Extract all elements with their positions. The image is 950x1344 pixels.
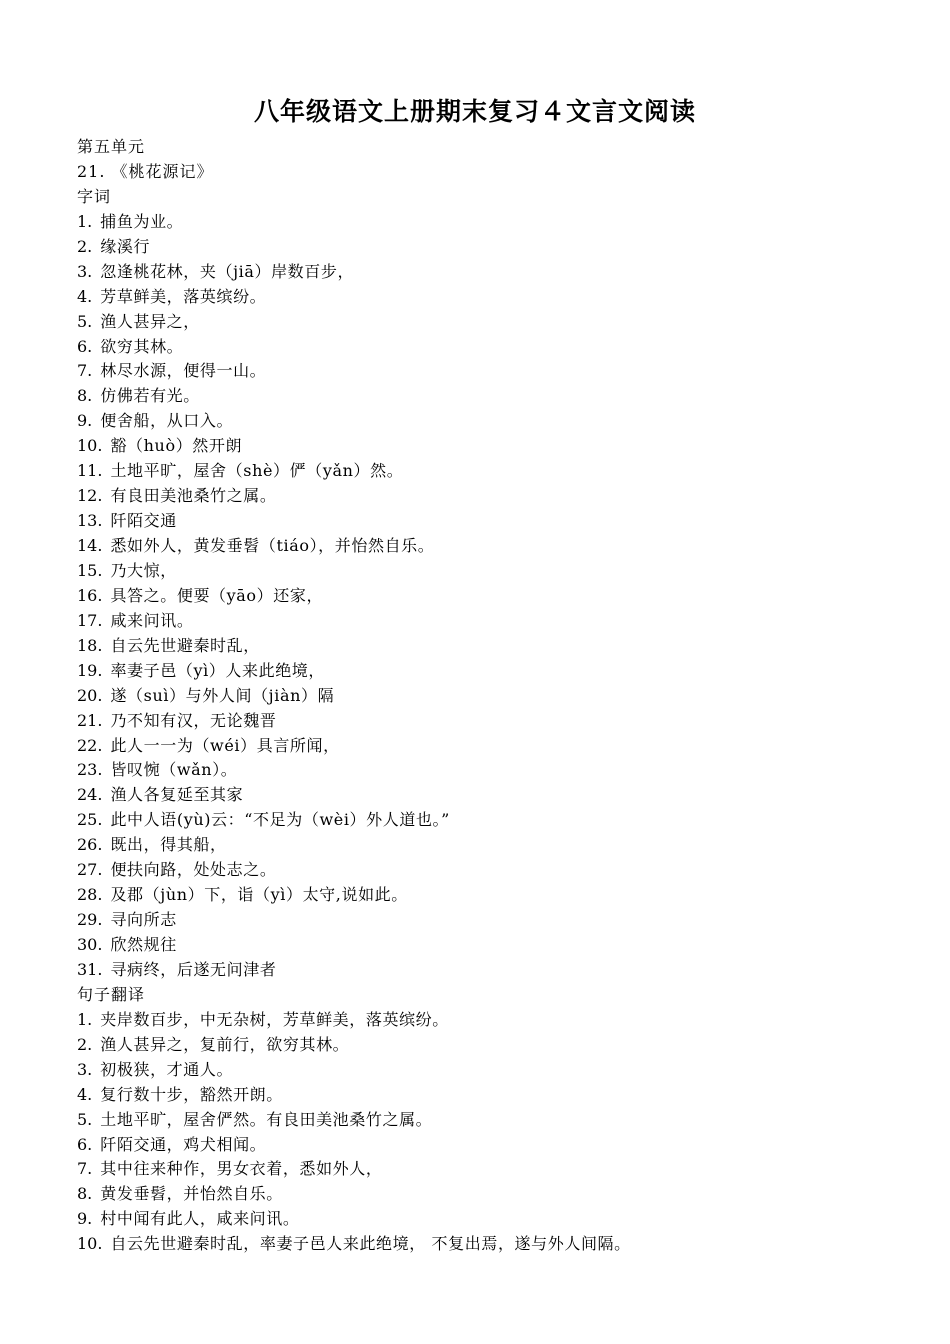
sentence-item-text: 黄发垂髫，并怡然自乐。: [100, 1184, 283, 1204]
sentence-item: [77, 1033, 937, 1058]
word-item-number: 23.: [77, 760, 103, 780]
sentence-item-text: 夹岸数百步，中无杂树，芳草鲜美，落英缤纷。: [100, 1009, 449, 1029]
word-item-number: 17.: [77, 610, 103, 630]
word-item-text: 便舍船，从口入。: [100, 411, 234, 431]
word-item-text: 豁（huò）然开朗: [110, 436, 243, 456]
word-item-number: 6.: [77, 336, 93, 356]
word-item: [77, 260, 937, 285]
word-item-text: 阡陌交通: [110, 511, 177, 531]
word-item-text: 捕鱼为业。: [100, 211, 184, 231]
word-item-text: 皆叹惋（wǎn）。: [110, 760, 238, 780]
word-item-text: 遂（suì）与外人间（jiàn）隔: [110, 685, 335, 705]
word-item: [77, 908, 937, 933]
word-item-text: 寻病终，后遂无问津者: [110, 959, 277, 979]
word-item: [77, 235, 937, 260]
word-item-text: 芳草鲜美，落英缤纷。: [100, 286, 267, 306]
sentence-item-number: 2.: [77, 1034, 93, 1054]
word-item: [77, 684, 937, 709]
sentence-item-number: 6.: [77, 1134, 93, 1154]
word-item: [77, 409, 937, 434]
sentence-item: [77, 1083, 937, 1108]
word-item-text: 具答之。便要（yāo）还家，: [110, 585, 324, 605]
lesson-heading: 21. 《桃花源记》: [77, 161, 214, 181]
word-item-number: 8.: [77, 386, 93, 406]
word-item-text: 既出，得其船，: [110, 835, 227, 855]
word-item-text: 悉如外人，黄发垂髫（tiáo），并怡然自乐。: [110, 536, 435, 555]
sentence-item-text: 自云先世避秦时乱，率妻子邑人来此绝境， 不复出焉，遂与外人间隔。: [110, 1234, 631, 1254]
word-item: [77, 285, 937, 310]
word-item-text: 此中人语(yù)云：“不足为（wèi）外人道也。”: [110, 810, 450, 830]
sentence-item-number: 1.: [77, 1009, 93, 1029]
word-item-text: 乃不知有汉，无论魏晋: [110, 710, 277, 730]
word-item-text: 率妻子邑（yì）人来此绝境，: [110, 660, 326, 680]
document-body: [77, 135, 937, 1257]
sentence-item: [77, 1008, 937, 1033]
sentence-item-text: 初极狭，才通人。: [100, 1059, 234, 1079]
sentence-item: [77, 1182, 937, 1207]
word-item: [77, 534, 937, 559]
word-item-text: 欣然规往: [110, 935, 177, 954]
word-item-text: 此人一一为（wéi）具言所闻，: [110, 735, 340, 755]
sentence-item-number: 9.: [77, 1209, 93, 1229]
word-item-number: 26.: [77, 835, 103, 855]
word-item: [77, 584, 937, 609]
word-item-text: 便扶向路，处处志之。: [110, 860, 277, 880]
sentences-list: [77, 1008, 937, 1257]
sentence-item: [77, 1207, 937, 1232]
word-item-text: 渔人各复延至其家: [110, 785, 244, 805]
word-item-number: 7.: [77, 361, 93, 381]
word-item: [77, 883, 937, 908]
word-item-number: 20.: [77, 685, 103, 705]
word-item-number: 11.: [77, 461, 103, 481]
word-item: [77, 833, 937, 858]
word-item: [77, 783, 937, 808]
sentence-item-number: 4.: [77, 1084, 93, 1104]
section-heading-sentences: 句子翻译: [77, 984, 146, 1004]
sentence-item-text: 土地平旷，屋舍俨然。有良田美池桑竹之属。: [100, 1109, 433, 1129]
sentence-item-number: 3.: [77, 1059, 93, 1079]
word-item-number: 15.: [77, 560, 103, 580]
word-item-text: 自云先世避秦时乱，: [110, 635, 260, 655]
word-item: [77, 709, 937, 734]
sentence-item: [77, 1058, 937, 1083]
page-title: 八年级语文上册期末复习４文言文阅读: [253, 97, 696, 126]
word-item-number: 16.: [77, 585, 103, 605]
word-item-number: 1.: [77, 211, 93, 231]
word-item-number: 27.: [77, 860, 103, 880]
word-item-number: 4.: [77, 286, 93, 306]
sentence-item: [77, 1232, 937, 1257]
word-item-text: 乃大惊，: [110, 560, 177, 580]
word-item: [77, 559, 937, 584]
word-item-text: 及郡（jùn）下，诣（yì）太守,说如此。: [110, 885, 408, 905]
word-item-text: 忽逢桃花林，夹（jiā）岸数百步，: [100, 261, 355, 281]
words-list: [77, 210, 937, 983]
word-item-number: 25.: [77, 810, 103, 830]
word-item-number: 19.: [77, 660, 103, 680]
word-item-text: 土地平旷，屋舍（shè）俨（yǎn）然。: [110, 461, 404, 481]
word-item: [77, 808, 937, 833]
word-item-number: 31.: [77, 959, 103, 979]
sentence-item-text: 渔人甚异之，复前行，欲穷其林。: [100, 1034, 350, 1054]
word-item-number: 29.: [77, 910, 103, 930]
word-item: [77, 659, 937, 684]
word-item: [77, 459, 937, 484]
word-item: [77, 734, 937, 759]
word-item-text: 仿佛若有光。: [100, 386, 200, 406]
word-item-number: 24.: [77, 785, 103, 805]
sentence-item-text: 村中闻有此人，咸来问讯。: [100, 1209, 300, 1229]
word-item-number: 28.: [77, 885, 103, 905]
word-item-text: 渔人甚异之，: [100, 311, 200, 331]
word-item-number: 30.: [77, 935, 103, 954]
sentence-item-number: 8.: [77, 1184, 93, 1204]
word-item-number: 12.: [77, 486, 103, 506]
word-item-number: 22.: [77, 735, 103, 755]
sentence-item-text: 阡陌交通，鸡犬相闻。: [100, 1134, 267, 1154]
section-heading-words: 字词: [77, 186, 112, 206]
word-item: [77, 434, 937, 459]
word-item-number: 9.: [77, 411, 93, 431]
word-item: [77, 335, 937, 360]
word-item-text: 咸来问讯。: [110, 610, 194, 630]
word-item: [77, 210, 937, 235]
word-item-number: 13.: [77, 511, 103, 531]
word-item-text: 有良田美池桑竹之属。: [110, 486, 277, 506]
word-item-text: 欲穷其林。: [100, 336, 184, 356]
word-item-text: 寻向所志: [110, 910, 177, 930]
sentence-item: [77, 1157, 937, 1182]
word-item-number: 2.: [77, 236, 93, 256]
word-item: [77, 609, 937, 634]
word-item: [77, 384, 937, 409]
word-item: [77, 958, 937, 983]
sentence-item: [77, 1133, 937, 1158]
word-item: [77, 310, 937, 335]
word-item: [77, 634, 937, 659]
word-item: [77, 509, 937, 534]
word-item-number: 10.: [77, 436, 103, 456]
word-item-text: 林尽水源，便得一山。: [100, 361, 267, 381]
word-item: [77, 758, 937, 783]
sentence-item-text: 其中往来种作，男女衣着，悉如外人，: [100, 1159, 383, 1179]
sentence-item-text: 复行数十步，豁然开朗。: [100, 1084, 283, 1104]
word-item: [77, 359, 937, 384]
unit-heading: 第五单元: [77, 137, 146, 156]
word-item-number: 5.: [77, 311, 93, 331]
sentence-item-number: 5.: [77, 1109, 93, 1129]
word-item: [77, 858, 937, 883]
word-item-text: 缘溪行: [100, 236, 151, 256]
word-item-number: 3.: [77, 261, 93, 281]
word-item: [77, 484, 937, 509]
sentence-item-number: 7.: [77, 1159, 93, 1179]
sentence-item-number: 10.: [77, 1234, 103, 1254]
sentence-item: [77, 1108, 937, 1133]
word-item: [77, 933, 937, 958]
word-item-number: 18.: [77, 635, 103, 655]
word-item-number: 21.: [77, 710, 103, 730]
word-item-number: 14.: [77, 536, 103, 555]
